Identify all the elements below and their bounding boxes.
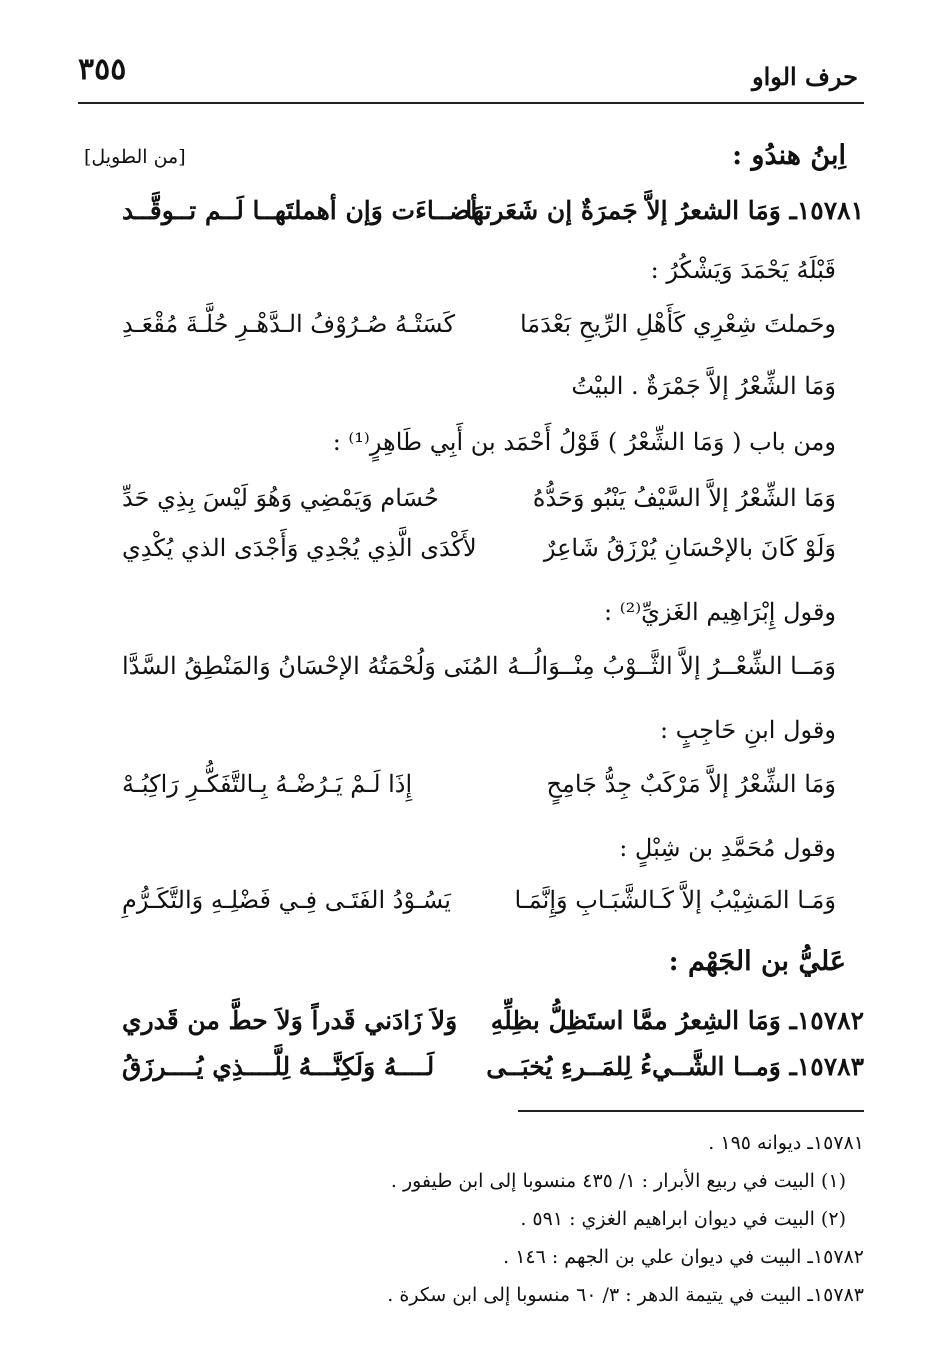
verse-first-hemistich: وَمَـا المَشِيْبُ إلاَّ كَـالشَّبَـابِ وَإِنَّمَـا — [514, 886, 836, 914]
footnote: ١٥٧٨٣ـ البيت في يتيمة الدهر : ٣/ ٦٠ منسوبا إلى ابن سكرة . — [387, 1284, 864, 1306]
footnote-rule — [518, 1110, 864, 1112]
prose-line: وقول إِبْرَاهِيم الغَزيِّ⁽²⁾ : — [604, 598, 836, 626]
verse-first-hemistich: وَلَوْ كَانَ بالإحْسَانِ يُرْزَقُ شَاعِرٌ — [543, 534, 836, 562]
verse-second-hemistich: المُنَى وَلُحْمَتُهُ الإحْسَانُ وَالمَنْطِقُ السَّدَّا — [122, 652, 499, 680]
footnote: (٢) البيت في ديوان ابراهيم الغزي : ٥٩١ . — [520, 1208, 846, 1230]
verse-second-hemistich: لَــــهُ وَلَكِنَّـــهُ لِلَّــــذِي يُــــرزَقُ — [122, 1052, 435, 1081]
verse-first-hemistich: ١٥٧٨١ـ وَمَا الشعرُ إلاَّ جَمرَةٌ إن شَعَرتهَا — [465, 196, 864, 225]
verse-row — [78, 534, 864, 584]
footnote: ١٥٧٨١ـ ديوانه ١٩٥ . — [708, 1132, 864, 1154]
verse-row — [78, 652, 864, 702]
running-title: حرف الواو — [752, 62, 858, 91]
prose-line: قَبْلَهُ يَحْمَدَ وَيَشْكُرُ : — [650, 256, 836, 284]
verse-second-hemistich: وَلاَ زَادَني قَدراً وَلاَ حطَّ من قَدري — [122, 1006, 458, 1035]
footnote: (١) البيت في ربيع الأبرار : ١/ ٤٣٥ منسوبا إلى ابن طيفور . — [390, 1170, 846, 1192]
prose-line: ومن باب ( وَمَا الشِّعْرُ ) قَوْلُ أَحْمَد بن أَبِي طَاهِرٍ⁽¹⁾ : — [332, 428, 836, 456]
verse-row — [78, 1052, 864, 1102]
verse-first-hemistich: وحَملتَ شِعْرِي كَأَهْلِ الرِّيحِ بَعْدَمَا — [519, 310, 836, 338]
verse-row — [78, 484, 864, 534]
prose-line: وقول مُحَمَّدِ بن شِبْلٍ : — [619, 834, 836, 862]
prose-line: وقول ابنِ حَاجِبٍ : — [659, 716, 836, 744]
verse-second-hemistich: أضــاءَت وَإن أهملتَهــا لَــم تــوقَّــد — [122, 196, 478, 225]
verse-second-hemistich: كَسَتْـهُ صُـرُوْفُ الـدَّهْـرِ حُلَّـةَ مُقْعَـدِ — [122, 310, 456, 338]
verse-second-hemistich: لأَكْدَى الَّذِي يُجْدِي وَأَجْدَى الذي يُكْدِي — [122, 534, 477, 562]
prose-line: وَمَا الشِّعْرُ إلاَّ جَمْرَةٌ . البيْتُ — [571, 372, 836, 400]
poet-heading: عَليُّ بن الجَهْم : — [668, 946, 846, 977]
verse-second-hemistich: حُسَام وَيَمْضِي وَهُوَ لَيْسَ بِذِي حَدِّ — [122, 484, 439, 512]
verse-first-hemistich: ١٥٧٨٢ـ وَمَا الشِعرُ ممَّا استَظِلُّ بظِلِّهِ — [490, 1006, 864, 1035]
verse-row — [78, 1006, 864, 1056]
verse-first-hemistich: وَمَــا الشِّعْــرُ إلاَّ الثَّــوْبُ مِنْــوَالُــهُ — [507, 652, 836, 680]
verse-second-hemistich: إِذَا لَـمْ يَـرُضْـهُ بِـالتَّفَكُّـرِ رَاكِبُـهْ — [122, 770, 413, 798]
verse-row — [78, 886, 864, 936]
verse-first-hemistich: ١٥٧٨٣ـ وَمــا الشَّــيءُ لِلمَــرءِ يُخبَــى — [486, 1052, 864, 1081]
meter-label: [من الطويل] — [84, 146, 186, 168]
verse-first-hemistich: وَمَا الشِّعْرُ إلاَّ مَرْكَبٌ جِدُّ جَامِحٍ — [546, 770, 836, 798]
page-number: ٣٥٥ — [78, 52, 127, 87]
verse-second-hemistich: يَسُـوْدُ الفَتَـى فِـي فَضْلِـهِ وَالتَّكَـرُّمِ — [122, 886, 451, 914]
verse-row — [78, 770, 864, 820]
verse-first-hemistich: وَمَا الشِّعْرُ إلاَّ السَّيْفُ يَنْبُو وَحَدُّهُ — [532, 484, 836, 512]
verse-row — [78, 310, 864, 360]
footnote: ١٥٧٨٢ـ البيت في ديوان علي بن الجهم : ١٤٦ . — [503, 1246, 864, 1268]
verse-row — [78, 196, 864, 246]
poet-heading: اِبنُ هندُو : — [732, 140, 846, 171]
header-rule — [78, 102, 864, 104]
